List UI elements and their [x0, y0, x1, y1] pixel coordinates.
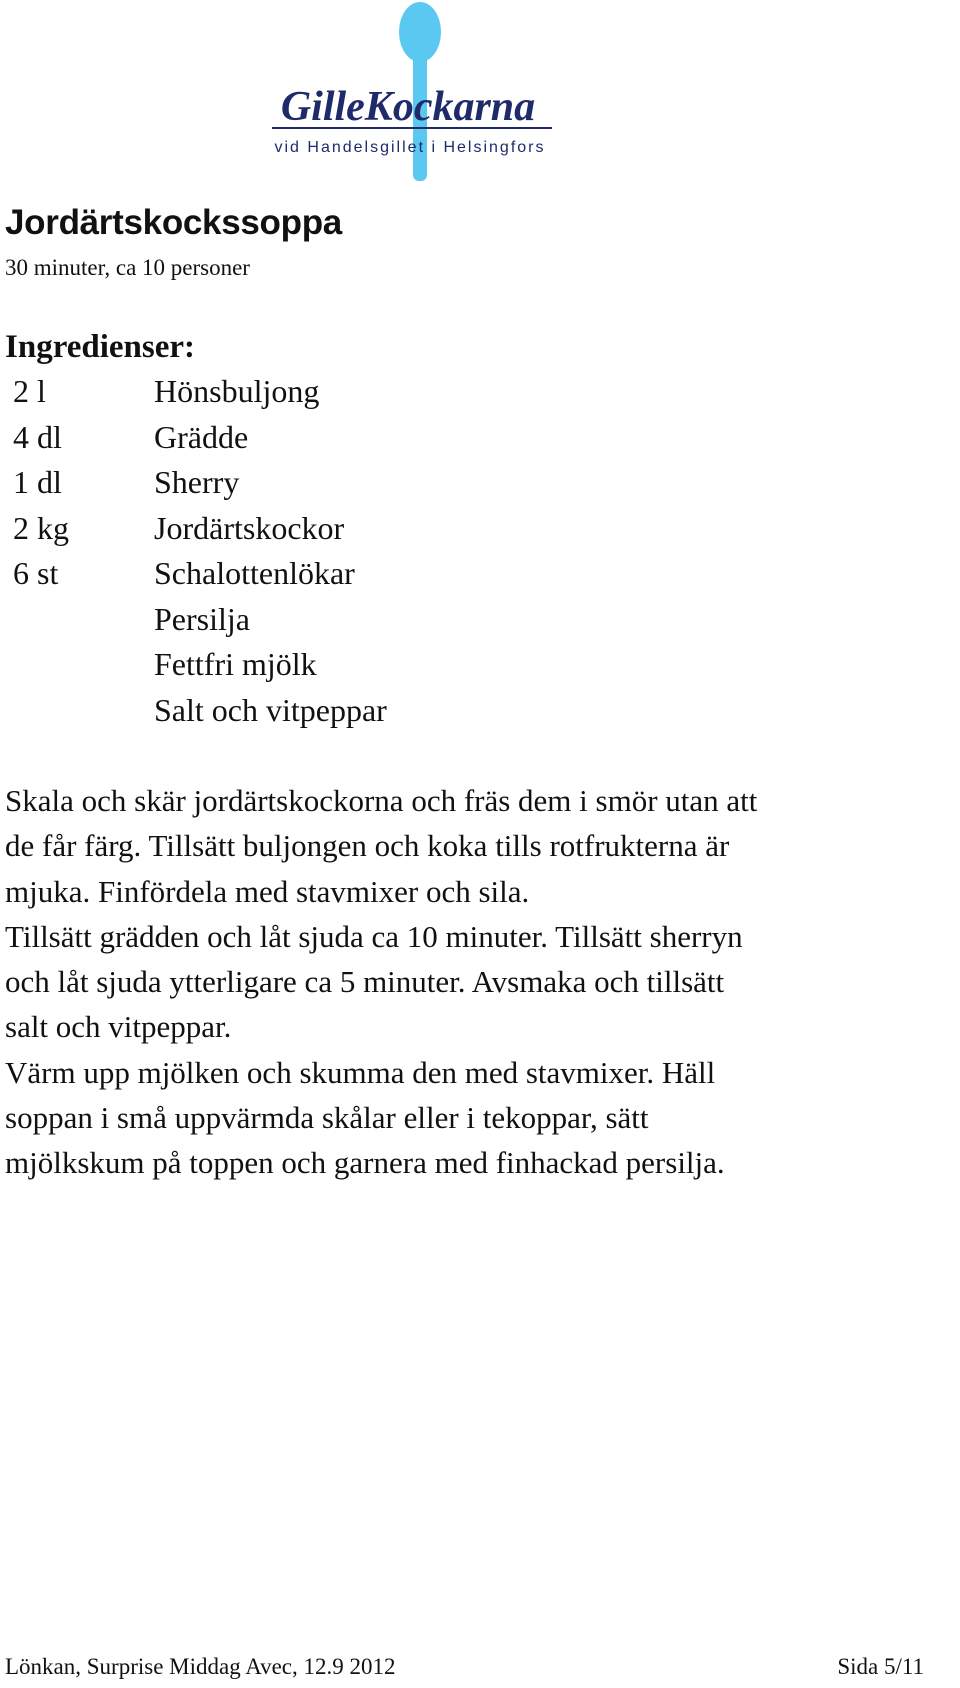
ingredient-amount: 1 dl — [13, 464, 62, 500]
ingredient-amount: 6 st — [13, 555, 59, 591]
instructions-text — [5, 778, 955, 1186]
ingredient-name: Jordärtskockor — [154, 509, 345, 546]
instruction-line: Värm upp mjölken och skumma den med stavmixer. Häll — [5, 1054, 716, 1090]
recipe-title: Jordärtskockssoppa — [5, 203, 342, 242]
gillekockarna-logo — [260, 0, 580, 185]
ingredient-name: Persilja — [154, 600, 250, 637]
ingredient-row — [13, 642, 613, 688]
ingredient-row — [13, 415, 613, 461]
spoon-bowl — [399, 2, 441, 62]
ingredient-amount — [13, 688, 154, 734]
ingredient-name: Sherry — [154, 464, 240, 500]
ingredient-amount — [13, 597, 154, 643]
ingredients-heading: Ingredienser: — [5, 329, 196, 365]
logo-tagline: vid Handelsgillet i Helsingfors — [274, 139, 546, 156]
ingredient-name: Salt och vitpeppar — [154, 691, 387, 728]
ingredient-row — [13, 551, 613, 597]
instruction-line: och låt sjuda ytterligare ca 5 minuter. Avsmaka och tillsätt — [5, 964, 725, 1000]
ingredient-amount: 4 dl — [13, 418, 62, 455]
ingredient-name: Hönsbuljong — [154, 373, 320, 409]
ingredient-name: Grädde — [154, 418, 249, 455]
logo-wordmark: GilleKockarna — [280, 84, 536, 130]
ingredient-amount — [13, 642, 154, 688]
recipe-meta: 30 minuter, ca 10 personer — [5, 255, 250, 280]
instruction-line: Skala och skär jordärtskockorna och fräs dem i smör utan att — [5, 783, 758, 818]
instruction-line: soppan i små uppvärmda skålar eller i tekoppar, sätt — [5, 1100, 649, 1136]
instruction-line: Tillsätt grädden och låt sjuda ca 10 minuter. Tillsätt sherryn — [5, 918, 743, 954]
instruction-line: mjölkskum på toppen och garnera med finhackad persilja. — [5, 1145, 725, 1181]
ingredient-row — [13, 369, 613, 415]
footer-event: Lönkan, Surprise Middag Avec, 12.9 2012 — [5, 1654, 396, 1679]
logo-graphic — [260, 0, 580, 185]
ingredient-name: Schalottenlökar — [154, 555, 355, 591]
ingredient-row — [13, 506, 613, 552]
footer-page-number: Sida 5/11 — [837, 1654, 924, 1679]
instruction-line: de får färg. Tillsätt buljongen och koka tills rotfrukterna är — [5, 828, 730, 864]
ingredient-row — [13, 688, 613, 734]
instruction-line: mjuka. Finfördela med stavmixer och sila. — [5, 873, 530, 909]
ingredient-amount: 2 l — [13, 373, 46, 409]
ingredient-name: Fettfri mjölk — [154, 646, 317, 682]
ingredient-row — [13, 460, 613, 506]
ingredients-list — [13, 369, 613, 733]
ingredient-amount: 2 kg — [13, 509, 69, 546]
instruction-line: salt och vitpeppar. — [5, 1009, 232, 1045]
ingredient-row — [13, 597, 613, 643]
